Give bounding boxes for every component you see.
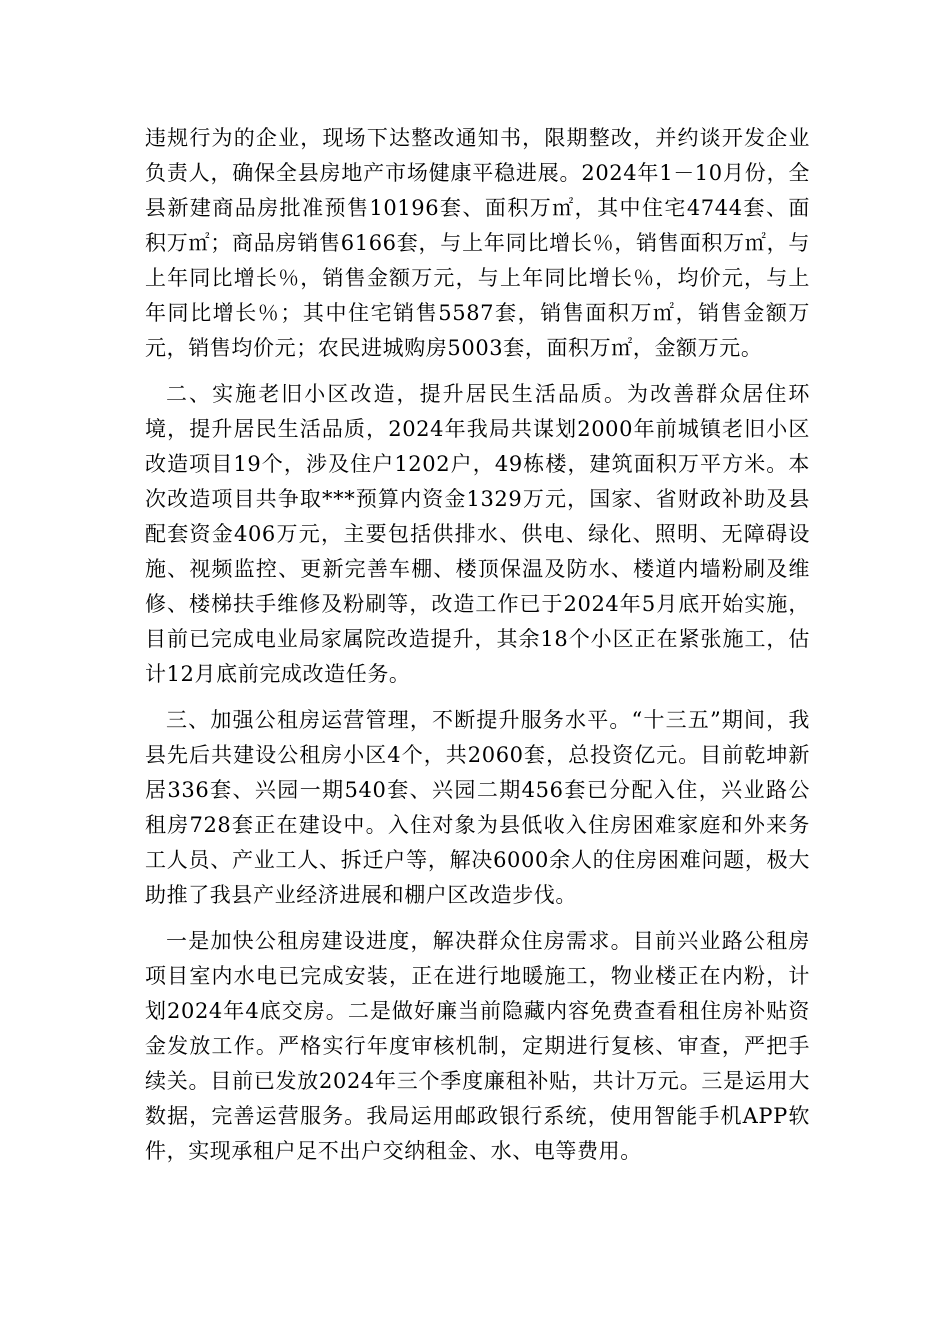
paragraph-old-community-renovation: 二、实施老旧小区改造，提升居民生活品质。为改善群众居住环境，提升居民生活品质，2024年我局共谋划2000年前城镇老旧小区改造项目19个，涉及住户1202户，49栋楼，建筑面积万平方米。本次改造项目共争取***预算内资金1329万元，国家、省财政补助及县配套资金406万元，主要包括供排水、供电、绿化、照明、无障碍设施、视频监控、更新完善车棚、楼顶保温及防水、楼道内墙粉刷及维修、楼梯扶手维修及粉刷等，改造工作已于2024年5月底开始实施，目前已完成电业局家属院改造提升，其余18个小区正在紧张施工，估计12月底前完成改造任务。 — [145, 382, 810, 686]
paragraph-continuation: 违规行为的企业，现场下达整改通知书，限期整改，并约谈开发企业负责人，确保全县房地产市场健康平稳进展。2024年1－10月份，全县新建商品房批准预售10196套、面积万㎡，其中住宅4744套、面积万㎡；商品房销售6166套，与上年同比增长％，销售面积万㎡，与上年同比增长％，销售金额万元，与上年同比增长％，均价元，与上年同比增长％；其中住宅销售5587套，销售面积万㎡，销售金额万元，销售均价元；农民进城购房5003套，面积万㎡，金额万元。 — [145, 126, 810, 360]
paragraph-public-rental-measures: 一是加快公租房建设进度，解决群众住房需求。目前兴业路公租房项目室内水电已完成安装，正在进行地暖施工，物业楼正在内粉，计划2024年4底交房。二是做好廉当前隐藏内容免费查看租住房补贴资金发放工作。严格实行年度审核机制，定期进行复核、审查，严把手续关。目前已发放2024年三个季度廉租补贴，共计万元。三是运用大数据，完善运营服务。我局运用邮政银行系统，使用智能手机APP软件，实现承租户足不出户交纳租金、水、电等费用。 — [145, 929, 810, 1163]
document-body — [145, 121, 810, 1180]
paragraph-public-rental-management: 三、加强公租房运营管理，不断提升服务水平。“十三五”期间，我县先后共建设公租房小区4个，共2060套，总投资亿元。目前乾坤新居336套、兴园一期540套、兴园二期456套已分配入住，兴业路公租房728套正在建设中。入住对象为县低收入住房困难家庭和外来务工人员、产业工人、拆迁户等，解决6000余人的住房困难问题，极大助推了我县产业经济进展和棚户区改造步伐。 — [145, 708, 810, 907]
